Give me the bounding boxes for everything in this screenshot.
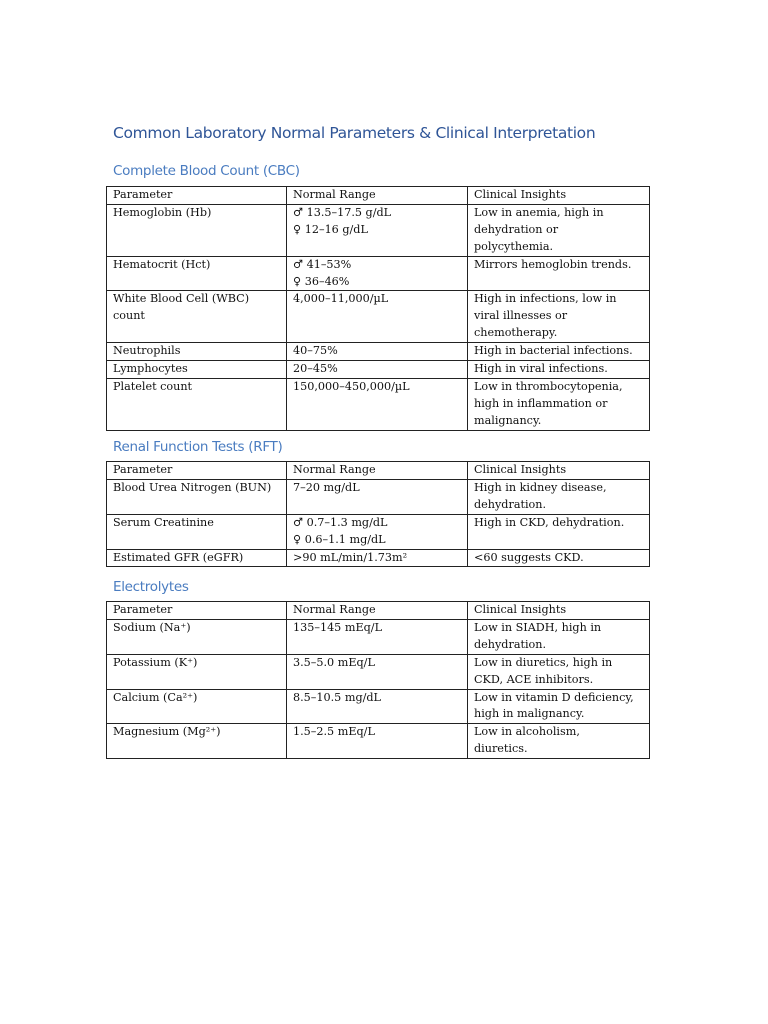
clinical-insight-cell-line: High in kidney disease, [474, 480, 607, 494]
table-row [107, 654, 650, 689]
normal-range-cell-line: 40–75% [293, 344, 338, 358]
normal-range-cell-line: 4,000–11,000/µL [293, 292, 389, 306]
parameter-cell-line: Lymphocytes [113, 362, 188, 376]
parameter-cell-line: Magnesium (Mg²⁺) [113, 725, 221, 739]
normal-range-cell [287, 291, 468, 343]
clinical-insight-cell [468, 724, 650, 759]
clinical-insight-cell-line: high in malignancy. [474, 707, 585, 721]
clinical-insight-cell [468, 514, 650, 549]
normal-range-cell [287, 479, 468, 514]
normal-range-cell [287, 378, 468, 430]
normal-range-cell [287, 256, 468, 291]
table-row [107, 479, 650, 514]
clinical-insight-cell-line: Low in vitamin D deficiency, [474, 690, 634, 704]
normal-range-cell [287, 343, 468, 361]
parameter-cell [107, 619, 287, 654]
parameter-cell-line: Blood Urea Nitrogen (BUN) [113, 480, 272, 494]
normal-range-cell [287, 514, 468, 549]
table-row [107, 689, 650, 724]
page-title: Common Laboratory Normal Parameters & Clinical Interpretation [113, 124, 596, 142]
clinical-insight-cell [468, 361, 650, 379]
normal-range-cell-line: >90 mL/min/1.73m² [293, 550, 408, 564]
table-row [107, 204, 650, 256]
parameter-cell [107, 689, 287, 724]
header-normal-range: Normal Range [287, 462, 468, 480]
table-row [107, 256, 650, 291]
normal-range-cell [287, 654, 468, 689]
header-clinical-insights: Clinical Insights [468, 602, 650, 620]
clinical-insight-cell-line: dehydration or [474, 222, 559, 236]
clinical-insight-cell [468, 256, 650, 291]
clinical-insight-cell-line: High in infections, low in [474, 292, 617, 306]
clinical-insight-cell-line: Mirrors hemoglobin trends. [474, 257, 632, 271]
clinical-insight-cell-line: polycythemia. [474, 239, 554, 253]
normal-range-cell-line: 7–20 mg/dL [293, 480, 360, 494]
table-row [107, 724, 650, 759]
normal-range-cell-line: 8.5–10.5 mg/dL [293, 690, 381, 704]
normal-range-cell-line: 1.5–2.5 mEq/L [293, 725, 375, 739]
clinical-insight-cell [468, 689, 650, 724]
clinical-insight-cell [468, 378, 650, 430]
parameter-cell-line: Serum Creatinine [113, 515, 214, 529]
normal-range-cell [287, 361, 468, 379]
header-parameter: Parameter [107, 187, 287, 205]
parameter-cell [107, 549, 287, 567]
clinical-insight-cell [468, 479, 650, 514]
clinical-insight-cell [468, 204, 650, 256]
clinical-insight-cell-line: diuretics. [474, 742, 528, 756]
section-heading-cbc: Complete Blood Count (CBC) [113, 163, 300, 179]
clinical-insight-cell-line: High in CKD, dehydration. [474, 515, 625, 529]
parameter-cell-line: Hemoglobin (Hb) [113, 205, 212, 219]
table-header-row [107, 187, 650, 205]
parameter-cell-line: count [113, 309, 145, 323]
parameter-cell-line: Sodium (Na⁺) [113, 620, 191, 634]
header-parameter: Parameter [107, 462, 287, 480]
parameter-cell-line: Neutrophils [113, 344, 181, 358]
clinical-insight-cell-line: CKD, ACE inhibitors. [474, 672, 594, 686]
parameter-cell [107, 291, 287, 343]
parameter-cell-line: White Blood Cell (WBC) [113, 292, 250, 306]
parameter-cell [107, 724, 287, 759]
normal-range-cell-line: 150,000–450,000/µL [293, 379, 410, 393]
header-parameter: Parameter [107, 602, 287, 620]
parameter-cell [107, 514, 287, 549]
rft-table [106, 461, 650, 567]
parameter-cell [107, 204, 287, 256]
normal-range-cell [287, 724, 468, 759]
parameter-cell-line: Estimated GFR (eGFR) [113, 550, 244, 564]
normal-range-cell-line: ♀ 0.6–1.1 mg/dL [293, 532, 386, 546]
clinical-insight-cell [468, 343, 650, 361]
normal-range-cell-line: ♂ 0.7–1.3 mg/dL [293, 515, 388, 529]
section-heading-electrolytes: Electrolytes [113, 579, 189, 595]
parameter-cell-line: Hematocrit (Hct) [113, 257, 211, 271]
header-normal-range: Normal Range [287, 602, 468, 620]
clinical-insight-cell-line: chemotherapy. [474, 326, 558, 340]
cbc-table-body [107, 187, 650, 431]
header-clinical-insights: Clinical Insights [468, 462, 650, 480]
normal-range-cell-line: ♂ 13.5–17.5 g/dL [293, 205, 392, 219]
clinical-insight-cell-line: high in inflammation or [474, 396, 608, 410]
table-row [107, 514, 650, 549]
clinical-insight-cell-line: <60 suggests CKD. [474, 550, 584, 564]
clinical-insight-cell-line: High in viral infections. [474, 362, 608, 376]
clinical-insight-cell [468, 619, 650, 654]
header-normal-range: Normal Range [287, 187, 468, 205]
clinical-insight-cell-line: Low in SIADH, high in [474, 620, 602, 634]
clinical-insight-cell-line: dehydration. [474, 497, 547, 511]
parameter-cell-line: Calcium (Ca²⁺) [113, 690, 198, 704]
normal-range-cell-line: 135–145 mEq/L [293, 620, 382, 634]
clinical-insight-cell-line: Low in anemia, high in [474, 205, 604, 219]
clinical-insight-cell-line: viral illnesses or [474, 309, 568, 323]
parameter-cell [107, 654, 287, 689]
table-row [107, 619, 650, 654]
parameter-cell-line: Platelet count [113, 379, 193, 393]
normal-range-cell [287, 549, 468, 567]
normal-range-cell [287, 204, 468, 256]
clinical-insight-cell-line: High in bacterial infections. [474, 344, 633, 358]
table-row [107, 549, 650, 567]
clinical-insight-cell-line: dehydration. [474, 637, 547, 651]
clinical-insight-cell-line: Low in thrombocytopenia, [474, 379, 623, 393]
table-row [107, 378, 650, 430]
table-header-row [107, 602, 650, 620]
parameter-cell [107, 479, 287, 514]
normal-range-cell-line: ♀ 36–46% [293, 274, 350, 288]
clinical-insight-cell-line: malignancy. [474, 413, 542, 427]
table-row [107, 343, 650, 361]
section-heading-rft: Renal Function Tests (RFT) [113, 439, 283, 455]
parameter-cell [107, 343, 287, 361]
electrolytes-table [106, 601, 650, 759]
table-header-row [107, 462, 650, 480]
clinical-insight-cell [468, 291, 650, 343]
clinical-insight-cell-line: Low in alcoholism, [474, 725, 580, 739]
normal-range-cell [287, 689, 468, 724]
normal-range-cell [287, 619, 468, 654]
electrolytes-table-body [107, 602, 650, 759]
parameter-cell [107, 256, 287, 291]
parameter-cell-line: Potassium (K⁺) [113, 655, 198, 669]
clinical-insight-cell [468, 654, 650, 689]
normal-range-cell-line: ♂ 41–53% [293, 257, 352, 271]
normal-range-cell-line: ♀ 12–16 g/dL [293, 222, 368, 236]
cbc-table [106, 186, 650, 431]
normal-range-cell-line: 20–45% [293, 362, 338, 376]
header-clinical-insights: Clinical Insights [468, 187, 650, 205]
parameter-cell [107, 361, 287, 379]
clinical-insight-cell [468, 549, 650, 567]
rft-table-body [107, 462, 650, 567]
parameter-cell [107, 378, 287, 430]
table-row [107, 361, 650, 379]
normal-range-cell-line: 3.5–5.0 mEq/L [293, 655, 375, 669]
clinical-insight-cell-line: Low in diuretics, high in [474, 655, 613, 669]
table-row [107, 291, 650, 343]
